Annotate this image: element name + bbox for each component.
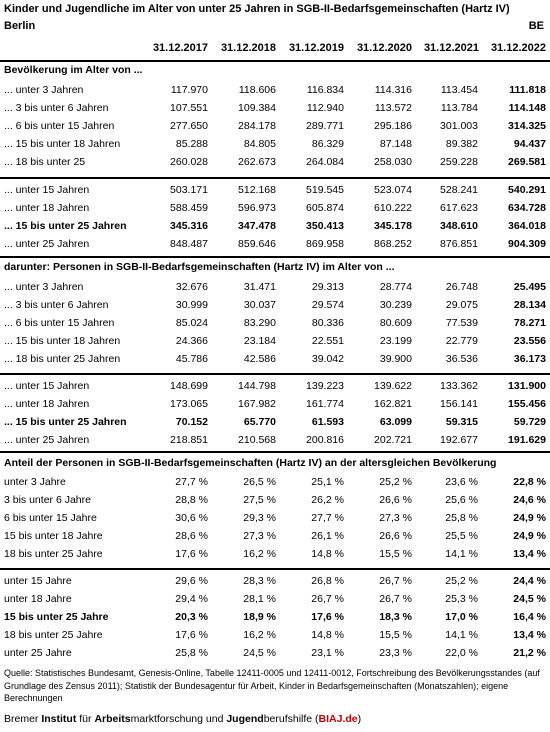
table-cell: 26,2 % [311, 494, 344, 506]
table-cell: 112.940 [306, 102, 344, 114]
table-cell: 348.610 [440, 220, 478, 232]
table-cell: 24,5 % [243, 647, 276, 659]
table-cell: 23,3 % [379, 647, 412, 659]
table-cell: 24,5 % [513, 593, 546, 605]
table-row [0, 473, 550, 491]
biaj-link[interactable]: BIAJ.de [318, 713, 358, 725]
table-row [0, 332, 550, 350]
table-row [0, 431, 550, 449]
table-cell: 26,1 % [311, 530, 344, 542]
table-cell: 503.171 [170, 184, 208, 196]
table-cell: 596.973 [238, 202, 276, 214]
table-cell: 28.774 [379, 281, 412, 293]
table-cell: 30.037 [243, 299, 276, 311]
table-cell: 27,3 % [379, 512, 412, 524]
year-header: 31.12.2020 [356, 42, 412, 54]
table-cell: 27,7 % [311, 512, 344, 524]
year-header-row [0, 42, 550, 58]
table-cell: 540.291 [508, 184, 546, 196]
table-cell: 161.774 [306, 398, 344, 410]
table-cell: 17,6 % [175, 548, 208, 560]
table-cell: 86.329 [311, 138, 344, 150]
table-cell: 16,2 % [243, 629, 276, 641]
section-heading: Anteil der Personen in SGB-II-Bedarfsgemeinschaften (Hartz IV) an der altersgleichen Bevölkerung [4, 457, 497, 469]
table-cell: 30.999 [175, 299, 208, 311]
table-row [0, 545, 550, 563]
table-cell: 114.148 [508, 102, 546, 114]
table-cell: 18,9 % [243, 611, 276, 623]
year-header: 31.12.2017 [152, 42, 208, 54]
credit-text: Bremer [4, 713, 42, 725]
source-note: Quelle: Statistisches Bundesamt, Genesis-Online, Tabelle 12411-0005 und 12411-0012, Fortschreibung des Bevölkerungsstandes (auf Grundlage des Zensus 2011); Statistik der Bundesagentur für Arbeit, Kinder in Bedarfsgemeinschaften (Monatszahlen); eigene Berechnungen [4, 668, 540, 703]
table-cell: 588.459 [170, 202, 208, 214]
table-cell: 42.586 [243, 353, 276, 365]
table-cell: 133.362 [440, 380, 478, 392]
table-cell: 260.028 [170, 156, 208, 168]
table-cell: 22.551 [311, 335, 344, 347]
row-label: ... unter 15 Jahren [4, 380, 90, 392]
table-cell: 24,9 % [513, 512, 546, 524]
row-label: 15 bis unter 18 Jahre [4, 530, 103, 542]
table-cell: 155.456 [508, 398, 546, 410]
table-cell: 78.271 [513, 317, 546, 329]
table-cell: 634.728 [508, 202, 546, 214]
row-label: ... 3 bis unter 6 Jahren [4, 102, 109, 114]
row-label: unter 3 Jahre [4, 476, 66, 488]
table-cell: 848.487 [170, 238, 208, 250]
table-cell: 301.003 [440, 120, 478, 132]
table-cell: 15,5 % [379, 629, 412, 641]
table-cell: 89.382 [445, 138, 478, 150]
section-divider [0, 451, 550, 453]
table-cell: 512.168 [238, 184, 276, 196]
table-cell: 13,4 % [513, 629, 546, 641]
table-cell: 364.018 [508, 220, 546, 232]
section-heading: darunter: Personen in SGB-II-Bedarfsgemeinschaften (Hartz IV) im Alter von ... [4, 261, 395, 273]
table-cell: 869.958 [306, 238, 344, 250]
table-row [0, 296, 550, 314]
row-label: 18 bis unter 25 Jahre [4, 629, 103, 641]
table-cell: 80.336 [311, 317, 344, 329]
row-label: ... 15 bis unter 18 Jahren [4, 138, 121, 150]
row-label: unter 15 Jahre [4, 575, 72, 587]
table-cell: 113.572 [374, 102, 412, 114]
year-header: 31.12.2019 [288, 42, 344, 54]
credit-text: für [76, 713, 95, 725]
table-cell: 28,3 % [243, 575, 276, 587]
table-cell: 259.228 [440, 156, 478, 168]
table-cell: 26.748 [445, 281, 478, 293]
table-cell: 191.629 [508, 434, 546, 446]
table-cell: 347.478 [238, 220, 276, 232]
credit-text: berufshilfe ( [263, 713, 319, 725]
table-row [0, 99, 550, 117]
table-cell: 345.316 [170, 220, 208, 232]
table-cell: 162.821 [374, 398, 412, 410]
credit-text: marktforschung und [130, 713, 227, 725]
table-cell: 210.568 [238, 434, 276, 446]
row-label: 3 bis unter 6 Jahre [4, 494, 91, 506]
table-cell: 65.770 [243, 416, 276, 428]
row-label: ... 15 bis unter 18 Jahren [4, 335, 121, 347]
table-cell: 29.075 [445, 299, 478, 311]
table-cell: 22,0 % [445, 647, 478, 659]
table-cell: 30,6 % [175, 512, 208, 524]
table-cell: 200.816 [306, 434, 344, 446]
table-cell: 859.646 [238, 238, 276, 250]
table-cell: 139.622 [374, 380, 412, 392]
table-cell: 27,7 % [175, 476, 208, 488]
table-cell: 27,3 % [243, 530, 276, 542]
table-cell: 258.030 [374, 156, 412, 168]
table-cell: 156.141 [440, 398, 478, 410]
table-cell: 868.252 [374, 238, 412, 250]
table-cell: 523.074 [374, 184, 412, 196]
table-cell: 23.556 [513, 335, 546, 347]
table-cell: 610.222 [374, 202, 412, 214]
table-cell: 25,3 % [445, 593, 478, 605]
row-label: ... 18 bis unter 25 Jahren [4, 353, 121, 365]
table-cell: 15,5 % [379, 548, 412, 560]
table-cell: 173.065 [170, 398, 208, 410]
table-cell: 17,6 % [311, 611, 344, 623]
table-cell: 16,2 % [243, 548, 276, 560]
table-cell: 14,1 % [445, 629, 478, 641]
table-cell: 61.593 [311, 416, 344, 428]
row-label: ... unter 3 Jahren [4, 281, 84, 293]
table-row [0, 235, 550, 253]
table-row [0, 626, 550, 644]
table-cell: 27,5 % [243, 494, 276, 506]
table-cell: 350.413 [306, 220, 344, 232]
table-cell: 24,6 % [513, 494, 546, 506]
table-row [0, 572, 550, 590]
table-cell: 28,6 % [175, 530, 208, 542]
table-row [0, 81, 550, 99]
table-cell: 605.874 [306, 202, 344, 214]
row-label: 18 bis unter 25 Jahre [4, 548, 103, 560]
table-cell: 83.290 [243, 317, 276, 329]
table-cell: 85.024 [175, 317, 208, 329]
table-row [0, 608, 550, 626]
table-cell: 26,8 % [311, 575, 344, 587]
table-row [0, 217, 550, 235]
row-label: unter 18 Jahre [4, 593, 72, 605]
year-header: 31.12.2018 [220, 42, 276, 54]
table-cell: 17,0 % [445, 611, 478, 623]
table-cell: 25,8 % [175, 647, 208, 659]
row-label: ... unter 3 Jahren [4, 84, 84, 96]
institute-credit [4, 713, 361, 725]
table-row [0, 117, 550, 135]
table-row [0, 644, 550, 662]
table-cell: 70.152 [175, 416, 208, 428]
table-cell: 28,1 % [243, 593, 276, 605]
table-cell: 13,4 % [513, 548, 546, 560]
table-cell: 289.771 [306, 120, 344, 132]
table-cell: 25.495 [513, 281, 546, 293]
table-row [0, 590, 550, 608]
row-label: ... unter 25 Jahren [4, 238, 90, 250]
row-label: 6 bis unter 15 Jahre [4, 512, 97, 524]
table-cell: 284.178 [238, 120, 276, 132]
table-cell: 25,2 % [445, 575, 478, 587]
table-cell: 14,8 % [311, 548, 344, 560]
table-cell: 85.288 [175, 138, 208, 150]
table-cell: 77.539 [445, 317, 478, 329]
table-cell: 264.084 [306, 156, 344, 168]
table-cell: 94.437 [513, 138, 546, 150]
group-divider [0, 568, 550, 570]
table-cell: 29.313 [311, 281, 344, 293]
table-cell: 202.721 [374, 434, 412, 446]
table-row [0, 491, 550, 509]
table-cell: 45.786 [175, 353, 208, 365]
table-cell: 26,6 % [379, 494, 412, 506]
row-label: ... unter 18 Jahren [4, 202, 90, 214]
table-cell: 26,6 % [379, 530, 412, 542]
table-cell: 84.805 [243, 138, 276, 150]
table-row [0, 350, 550, 368]
table-row [0, 153, 550, 171]
table-cell: 14,1 % [445, 548, 478, 560]
table-row [0, 181, 550, 199]
table-cell: 87.148 [379, 138, 412, 150]
table-cell: 32.676 [175, 281, 208, 293]
row-label: ... unter 25 Jahren [4, 434, 90, 446]
table-cell: 109.384 [238, 102, 276, 114]
row-label: unter 25 Jahre [4, 647, 72, 659]
region-code: BE [528, 20, 544, 32]
table-cell: 21,2 % [513, 647, 546, 659]
section-divider [0, 60, 550, 62]
table-cell: 528.241 [440, 184, 478, 196]
table-cell: 114.316 [374, 84, 412, 96]
table-cell: 148.699 [170, 380, 208, 392]
table-cell: 269.581 [508, 156, 546, 168]
table-cell: 25,8 % [445, 512, 478, 524]
table-cell: 80.609 [379, 317, 412, 329]
table-cell: 262.673 [238, 156, 276, 168]
table-cell: 20,3 % [175, 611, 208, 623]
table-cell: 218.851 [170, 434, 208, 446]
row-label: ... 15 bis unter 25 Jahren [4, 416, 127, 428]
table-cell: 59.729 [513, 416, 546, 428]
table-cell: 14,8 % [311, 629, 344, 641]
table-row [0, 527, 550, 545]
table-cell: 29,6 % [175, 575, 208, 587]
table-cell: 23.199 [379, 335, 412, 347]
table-cell: 139.223 [306, 380, 344, 392]
year-header: 31.12.2022 [490, 42, 546, 54]
row-label: 15 bis unter 25 Jahre [4, 611, 109, 623]
table-row [0, 199, 550, 217]
row-label: ... 6 bis unter 15 Jahren [4, 317, 115, 329]
table-cell: 28,8 % [175, 494, 208, 506]
table-cell: 295.186 [374, 120, 412, 132]
table-cell: 111.818 [509, 84, 546, 96]
table-cell: 277.650 [170, 120, 208, 132]
table-cell: 28.134 [513, 299, 546, 311]
table-cell: 118.606 [238, 84, 276, 96]
table-cell: 23,1 % [311, 647, 344, 659]
credit-text: Jugend [226, 713, 264, 725]
row-label: ... unter 18 Jahren [4, 398, 90, 410]
credit-text: ) [357, 713, 362, 725]
table-row [0, 509, 550, 527]
row-label: ... 18 bis unter 25 [4, 156, 86, 168]
table-cell: 345.178 [374, 220, 412, 232]
table-cell: 17,6 % [175, 629, 208, 641]
table-row [0, 413, 550, 431]
table-cell: 113.784 [440, 102, 478, 114]
page-title: Kinder und Jugendliche im Alter von unter 25 Jahren in SGB-II-Bedarfsgemeinschaften (Hartz IV) [4, 3, 510, 15]
table-cell: 519.545 [306, 184, 344, 196]
table-cell: 131.900 [508, 380, 546, 392]
table-cell: 22.779 [445, 335, 478, 347]
table-cell: 25,5 % [445, 530, 478, 542]
table-cell: 29.574 [311, 299, 344, 311]
credit-text: Institut [41, 713, 77, 725]
table-cell: 144.798 [238, 380, 276, 392]
section-divider [0, 256, 550, 258]
table-cell: 63.099 [379, 416, 412, 428]
table-cell: 25,2 % [379, 476, 412, 488]
table-cell: 24,9 % [513, 530, 546, 542]
row-label: ... unter 15 Jahren [4, 184, 90, 196]
table-cell: 59.315 [445, 416, 478, 428]
region-label: Berlin [4, 20, 36, 32]
table-row [0, 314, 550, 332]
table-cell: 30.239 [379, 299, 412, 311]
table-cell: 29,4 % [175, 593, 208, 605]
table-cell: 117.970 [170, 84, 208, 96]
table-cell: 25,1 % [311, 476, 344, 488]
table-cell: 116.834 [306, 84, 344, 96]
row-label: ... 3 bis unter 6 Jahren [4, 299, 109, 311]
table-cell: 29,3 % [243, 512, 276, 524]
table-cell: 26,7 % [379, 593, 412, 605]
year-header: 31.12.2021 [423, 42, 479, 54]
table-row [0, 135, 550, 153]
table-cell: 23.184 [243, 335, 276, 347]
table-cell: 876.851 [440, 238, 478, 250]
table-cell: 25,6 % [445, 494, 478, 506]
table-cell: 26,5 % [243, 476, 276, 488]
table-cell: 617.623 [440, 202, 478, 214]
table-cell: 16,4 % [513, 611, 546, 623]
credit-text: Arbeits [94, 713, 131, 725]
row-label: ... 15 bis unter 25 Jahren [4, 220, 127, 232]
table-cell: 39.900 [379, 353, 412, 365]
table-cell: 22,8 % [513, 476, 546, 488]
table-cell: 26,7 % [379, 575, 412, 587]
table-cell: 904.309 [508, 238, 546, 250]
row-label: ... 6 bis unter 15 Jahren [4, 120, 115, 132]
table-cell: 314.325 [508, 120, 546, 132]
table-cell: 23,6 % [445, 476, 478, 488]
table-cell: 31.471 [243, 281, 276, 293]
table-cell: 36.536 [445, 353, 478, 365]
table-cell: 26,7 % [311, 593, 344, 605]
table-row [0, 395, 550, 413]
table-cell: 192.677 [440, 434, 478, 446]
table-cell: 36.173 [513, 353, 546, 365]
group-divider [0, 373, 550, 375]
table-cell: 107.551 [170, 102, 208, 114]
table-cell: 18,3 % [379, 611, 412, 623]
table-cell: 24.366 [175, 335, 208, 347]
table-cell: 39.042 [311, 353, 344, 365]
table-cell: 167.982 [238, 398, 276, 410]
table-cell: 113.454 [440, 84, 478, 96]
group-divider [0, 177, 550, 179]
table-row [0, 377, 550, 395]
table-row [0, 278, 550, 296]
table-cell: 24,4 % [513, 575, 546, 587]
section-heading: Bevölkerung im Alter von ... [4, 64, 143, 76]
